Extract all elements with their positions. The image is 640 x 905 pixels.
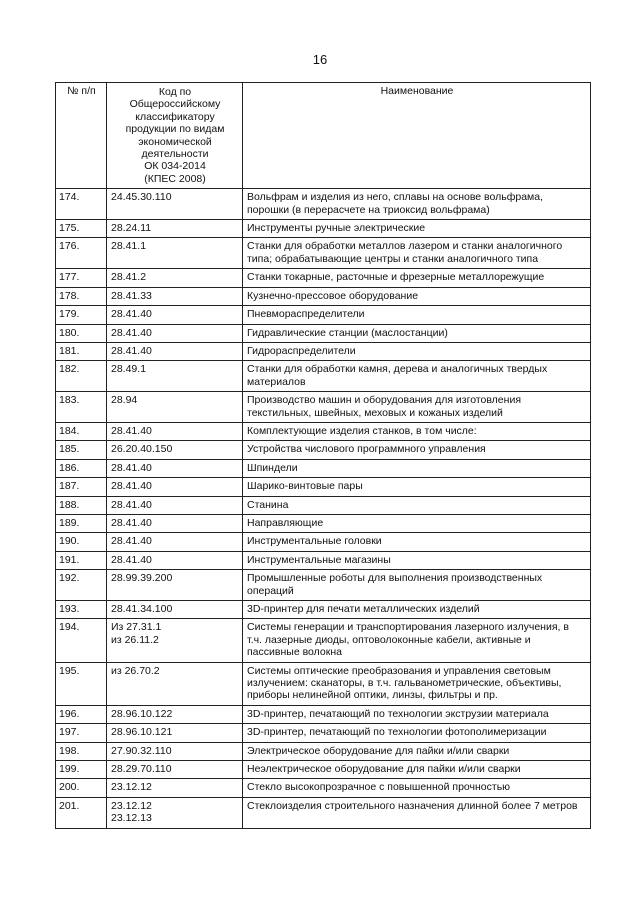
row-code-cell: 26.20.40.150 xyxy=(107,441,243,459)
row-name-cell: Устройства числового программного управления xyxy=(243,441,591,459)
row-code-cell: 28.41.40 xyxy=(107,551,243,569)
table-row xyxy=(56,189,591,220)
row-name-cell: Станки для обработки металлов лазером и станки аналогичного типа; обрабатывающие центры и станки аналогичного типа xyxy=(243,238,591,269)
table-row xyxy=(56,306,591,324)
row-name-cell: Инструменты ручные электрические xyxy=(243,220,591,238)
table-row xyxy=(56,324,591,342)
row-code-cell: 28.41.40 xyxy=(107,533,243,551)
row-code-cell: 28.41.40 xyxy=(107,459,243,477)
table-row xyxy=(56,478,591,496)
products-table xyxy=(55,82,591,829)
row-code-cell: 28.94 xyxy=(107,392,243,423)
row-code-cell: 23.12.12 23.12.13 xyxy=(107,797,243,828)
row-number-cell: 197. xyxy=(56,724,107,742)
row-name-cell: 3D-принтер, печатающий по технологии экструзии материала xyxy=(243,705,591,723)
page-number: 16 xyxy=(312,52,328,67)
row-number-cell: 182. xyxy=(56,361,107,392)
row-name-cell: Инструментальные головки xyxy=(243,533,591,551)
row-code-cell: 28.41.40 xyxy=(107,324,243,342)
row-name-cell: Пневмораспределители xyxy=(243,306,591,324)
row-name-cell: Станки токарные, расточные и фрезерные металлорежущие xyxy=(243,269,591,287)
row-name-cell: Вольфрам и изделия из него, сплавы на основе вольфрама, порошки (в перерасчете на триоксид вольфрама) xyxy=(243,189,591,220)
row-code-cell: 28.29.70.110 xyxy=(107,761,243,779)
row-code-cell: 28.41.40 xyxy=(107,422,243,440)
row-code-cell: 28.96.10.122 xyxy=(107,705,243,723)
table-row xyxy=(56,705,591,723)
table-row xyxy=(56,761,591,779)
row-code-cell: 28.41.33 xyxy=(107,287,243,305)
table-row xyxy=(56,496,591,514)
table-row xyxy=(56,551,591,569)
row-code-cell: 28.41.40 xyxy=(107,496,243,514)
row-name-cell: Производство машин и оборудования для изготовления текстильных, швейных, меховых и кожаных изделий xyxy=(243,392,591,423)
table-row xyxy=(56,797,591,828)
row-name-cell: Комплектующие изделия станков, в том числе: xyxy=(243,422,591,440)
row-code-cell: 28.41.40 xyxy=(107,478,243,496)
header-name: Наименование xyxy=(243,83,591,189)
row-name-cell: Системы генерации и транспортирования лазерного излучения, в т.ч. лазерные диоды, оптоволоконные кабели, активные и пассивные волокна xyxy=(243,619,591,662)
row-name-cell: Системы оптические преобразования и управления световым излучением: сканаторы, в т.ч. гальванометрические, объективы, приборы нелинейной оптики, линзы, фильтры и пр. xyxy=(243,662,591,705)
row-number-cell: 194. xyxy=(56,619,107,662)
row-name-cell: Промышленные роботы для выполнения производственных операций xyxy=(243,570,591,601)
row-code-cell: 28.24.11 xyxy=(107,220,243,238)
table-row xyxy=(56,220,591,238)
row-number-cell: 179. xyxy=(56,306,107,324)
row-name-cell: Шарико-винтовые пары xyxy=(243,478,591,496)
row-name-cell: Направляющие xyxy=(243,514,591,532)
table-row xyxy=(56,422,591,440)
row-code-cell: 28.41.40 xyxy=(107,514,243,532)
row-code-cell: 28.49.1 xyxy=(107,361,243,392)
row-number-cell: 180. xyxy=(56,324,107,342)
row-name-cell: Шпиндели xyxy=(243,459,591,477)
table-row xyxy=(56,459,591,477)
row-name-cell: 3D-принтер для печати металлических изделий xyxy=(243,601,591,619)
row-number-cell: 196. xyxy=(56,705,107,723)
table-row xyxy=(56,342,591,360)
row-name-cell: Инструментальные магазины xyxy=(243,551,591,569)
row-number-cell: 174. xyxy=(56,189,107,220)
table-row xyxy=(56,441,591,459)
row-code-cell: 27.90.32.110 xyxy=(107,742,243,760)
table-row xyxy=(56,287,591,305)
row-code-cell: 28.96.10.121 xyxy=(107,724,243,742)
row-name-cell: Неэлектрическое оборудование для пайки и/или сварки xyxy=(243,761,591,779)
row-number-cell: 175. xyxy=(56,220,107,238)
row-number-cell: 183. xyxy=(56,392,107,423)
row-name-cell: Стеклоизделия строительного назначения длинной более 7 метров xyxy=(243,797,591,828)
row-number-cell: 187. xyxy=(56,478,107,496)
row-code-cell: из 26.70.2 xyxy=(107,662,243,705)
table-row xyxy=(56,601,591,619)
row-code-cell: 28.41.34.100 xyxy=(107,601,243,619)
row-name-cell: Станина xyxy=(243,496,591,514)
row-number-cell: 193. xyxy=(56,601,107,619)
row-code-cell: 28.41.40 xyxy=(107,342,243,360)
row-number-cell: 176. xyxy=(56,238,107,269)
table-row xyxy=(56,570,591,601)
table-row xyxy=(56,619,591,662)
row-name-cell: 3D-принтер, печатающий по технологии фотополимеризации xyxy=(243,724,591,742)
row-number-cell: 177. xyxy=(56,269,107,287)
row-code-cell: 23.12.12 xyxy=(107,779,243,797)
row-name-cell: Кузнечно-прессовое оборудование xyxy=(243,287,591,305)
table-row xyxy=(56,361,591,392)
table-row xyxy=(56,238,591,269)
row-number-cell: 184. xyxy=(56,422,107,440)
row-number-cell: 201. xyxy=(56,797,107,828)
row-code-cell: 28.41.40 xyxy=(107,306,243,324)
row-code-cell: 28.99.39.200 xyxy=(107,570,243,601)
row-number-cell: 186. xyxy=(56,459,107,477)
table-header-row xyxy=(56,83,591,189)
table-row xyxy=(56,742,591,760)
row-number-cell: 192. xyxy=(56,570,107,601)
table-row xyxy=(56,779,591,797)
row-number-cell: 189. xyxy=(56,514,107,532)
table-row xyxy=(56,514,591,532)
table-row xyxy=(56,724,591,742)
row-number-cell: 181. xyxy=(56,342,107,360)
row-number-cell: 195. xyxy=(56,662,107,705)
table-row xyxy=(56,533,591,551)
row-name-cell: Стекло высокопрозрачное с повышенной прочностью xyxy=(243,779,591,797)
row-number-cell: 190. xyxy=(56,533,107,551)
table-row xyxy=(56,392,591,423)
row-number-cell: 188. xyxy=(56,496,107,514)
row-name-cell: Гидравлические станции (маслостанции) xyxy=(243,324,591,342)
header-code: Код по Общероссийскому классификатору продукции по видам экономической деятельности ОК 034-2014 (КПЕС 2008) xyxy=(107,83,243,189)
row-number-cell: 178. xyxy=(56,287,107,305)
row-number-cell: 185. xyxy=(56,441,107,459)
row-code-cell: Из 27.31.1 из 26.11.2 xyxy=(107,619,243,662)
row-name-cell: Станки для обработки камня, дерева и аналогичных твердых материалов xyxy=(243,361,591,392)
table-row xyxy=(56,662,591,705)
header-num: № п/п xyxy=(56,83,107,189)
table-row xyxy=(56,269,591,287)
row-name-cell: Электрическое оборудование для пайки и/или сварки xyxy=(243,742,591,760)
row-number-cell: 200. xyxy=(56,779,107,797)
row-code-cell: 28.41.1 xyxy=(107,238,243,269)
row-code-cell: 28.41.2 xyxy=(107,269,243,287)
row-number-cell: 191. xyxy=(56,551,107,569)
row-number-cell: 198. xyxy=(56,742,107,760)
row-number-cell: 199. xyxy=(56,761,107,779)
row-code-cell: 24.45.30.110 xyxy=(107,189,243,220)
row-name-cell: Гидрораспределители xyxy=(243,342,591,360)
